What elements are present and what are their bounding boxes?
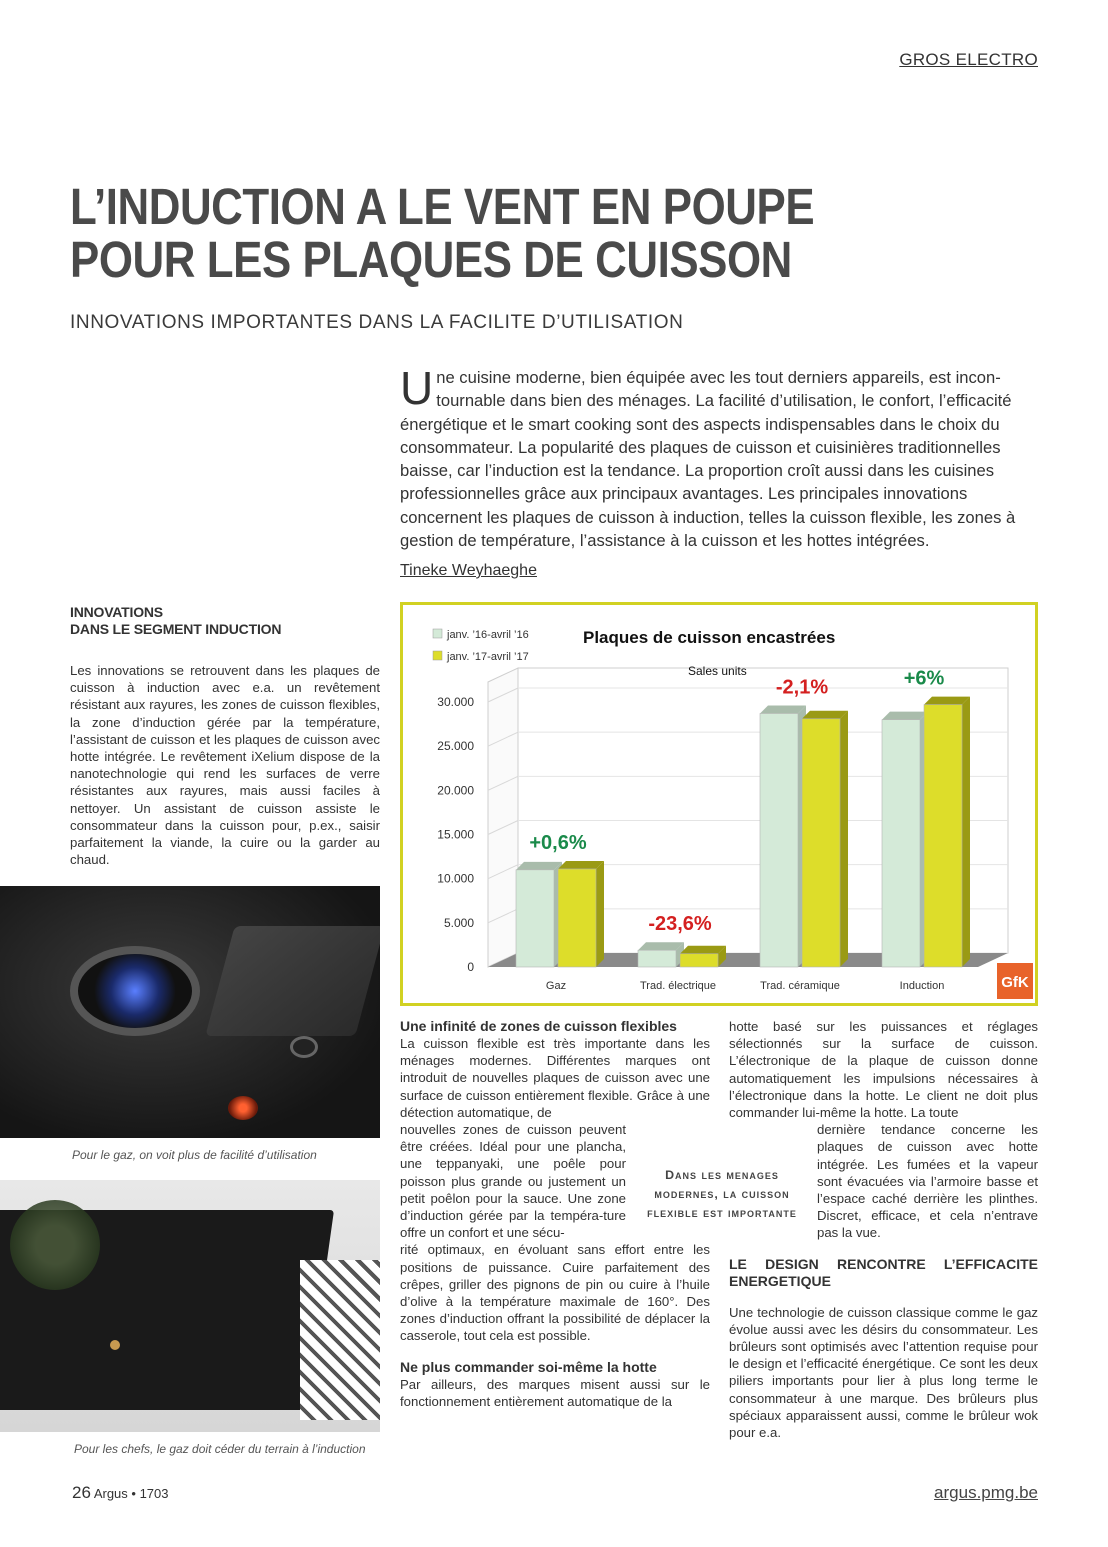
x-tick-label: Induction	[899, 980, 945, 992]
intro-text: ne cuisine moderne, bien équipée avec les tout derniers appareils, est incon-tournable dans bien des ménages. La facilité d’utilisation, le confort, l’efficacité énergétique et le smart cooking sont des aspects indispensables dans le choix du consommateur. La popularité des plaques de cuisson et cuisinières traditionnelles baisse, car l’induction est la tendance. La proportion croît aussi dans les cuisines professionnelles grâce aux principaux avantages. Les principales innovations concernent les plaques de cuisson à induction, telles la cuisson flexible, les zones à gestion de température, l’assistance à la cuisson et les hottes intégrées.	[400, 368, 1016, 551]
gas-burner-photo	[0, 886, 380, 1138]
y-tick-label: 30.000	[437, 695, 474, 709]
magazine-issue: Argus • 1703	[93, 1486, 169, 1501]
photo-plate	[205, 926, 380, 1036]
title-line-2: POUR LES PLAQUES DE CUISSON	[70, 231, 792, 288]
pull-quote: Dans les menages modernes, la cuisson flexible est importante	[647, 1168, 797, 1220]
change-label: -2,1%	[775, 676, 829, 699]
chart-units: Sales units	[688, 664, 747, 678]
sidebar-column	[70, 604, 380, 868]
website-link[interactable]: argus.pmg.be	[934, 1483, 1038, 1502]
col3-para-1a: hotte basé sur les puissances et réglages sélectionnés sur la surface de cuisson. L’électronique de la plaque de cuisson donne automatiquement les impulsions nécessaires à l’électronique dans la hotte. Le client ne doit plus commander lui-même la hotte. La toute	[729, 1019, 1038, 1121]
legend-label-1: janv. ’17-avril ’17	[447, 651, 529, 663]
sidebar-heading-line-1: INNOVATIONS	[70, 604, 163, 620]
bar-top	[516, 862, 562, 870]
change-label: -23,6%	[648, 913, 712, 936]
author-byline: Tineke Weyhaeghe	[400, 562, 537, 579]
bar-top	[924, 697, 970, 705]
bar-1-0	[638, 950, 676, 967]
section-tag: GROS ELECTRO	[899, 50, 1038, 69]
bar-side	[840, 711, 848, 967]
col2-para-2: Par ailleurs, des marques misent aussi sur le fonctionnement entièrement automatique de la	[400, 1376, 710, 1409]
col3-para-2: Une technologie de cuisson classique comme le gaz évolue aussi avec les désirs du consommateur. Les brûleurs sont optimisés avec l’attention requise pour le design et l’efficacité énergétique. Ce sont les deux piliers importants pour lier à plus long terme le consommateur à une marque. Des brûleurs plus spéciaux apparaissent aussi, comme le brûleur wok pour e.a.	[729, 1304, 1038, 1441]
bar-top	[760, 705, 806, 713]
col2-para-1c: rité optimaux, en évoluant sans effort entre les positions de puissance. Cuire parfaitement des crêpes, griller des pignons de pin ou cuire à l’huile d’olive à la température maximale de 160°. Des zones d’induction offrant la possibilité de déplacer la casserole, tout cela est possible.	[400, 1242, 710, 1344]
sidebar-text: Les innovations se retrouvent dans les plaques de cuisson à induction avec e.a. un revêtement résistant aux rayures, les zones de cuisson flexibles, la zone d’induction gérée par la température, l’assistant de cuisson et les plaques de cuisson avec hotte intégrée. Le revêtement iXelium dispose de la nanotechnologie qui rend les surfaces de verre résistantes aux rayures, mais aussi faciles à nettoyer. Un assistant de cuisson assiste le consommateur dans la cuisson pour, p.ex., saisir parfaitement la viande, la cuire ou la garder au chaud.	[70, 663, 380, 868]
bar-top	[638, 942, 684, 950]
col2-para-1a: La cuisson flexible est très importante dans les ménages modernes. Différentes marques ont introduit de nouvelles plaques de cuisson avec une surface de cuisson entièrement flexible. Grâce à une détection automatique, de	[400, 1036, 710, 1120]
sidebar-heading	[70, 604, 380, 638]
col3-para-1b: dernière tendance concerne les plaques de cuisson avec hotte intégrée. Les fumées et la vapeur sont évacuées via l’armoire basse et l’espace caché derrière les plinthes. Discret, efficace, et cela n’entrave pas la vue.	[817, 1122, 1038, 1241]
col2-heading-2: Ne plus commander soi-même la hotte	[400, 1358, 657, 1375]
bar-top	[802, 711, 848, 719]
photo-knob	[290, 1036, 318, 1058]
article-title	[70, 180, 844, 286]
article-subtitle: INNOVATIONS IMPORTANTES DANS LA FACILITE D’UTILISATION	[70, 312, 684, 333]
chart-svg	[403, 605, 1035, 1003]
photo-burner	[70, 946, 200, 1036]
bar-1-1	[680, 954, 718, 967]
y-tick-label: 15.000	[437, 827, 474, 842]
chart-side-wall	[488, 668, 518, 967]
legend-label-0: janv. ’16-avril ’16	[447, 629, 529, 641]
col2-heading-1: Une infinité de zones de cuisson flexibles	[400, 1018, 677, 1034]
bar-0-1	[558, 869, 596, 967]
chart-title: Plaques de cuisson encastrées	[583, 628, 836, 647]
drop-cap: U	[400, 362, 434, 414]
bar-top	[680, 946, 726, 954]
gfk-logo-text: GfK	[1001, 974, 1029, 991]
text-column-3	[729, 1018, 1038, 1441]
bar-side	[962, 697, 970, 967]
bar-2-0	[760, 713, 798, 967]
photo-herbs	[10, 1200, 100, 1290]
bar-3-1	[924, 705, 962, 967]
intro-paragraph	[400, 362, 1037, 552]
title-line-1: L’INDUCTION A LE VENT EN POUPE	[70, 178, 815, 235]
col2-para-1b: nouvelles zones de cuisson peuvent être créées. Idéal pour une plancha, une teppanyaki, une poêle pour poisson plus grande ou justement un petit poêlon pour la sauce. Une zone d’induction gérée par la tempéra-ture offre un confort et une sécu-	[400, 1122, 626, 1241]
bar-0-0	[516, 870, 554, 967]
bar-2-1	[802, 719, 840, 967]
bar-chart	[400, 602, 1038, 1006]
x-tick-label: Gaz	[545, 980, 567, 992]
photo-dot	[110, 1340, 120, 1350]
y-tick-label: 20.000	[437, 783, 474, 798]
legend-swatch-0	[433, 629, 442, 638]
y-tick-label: 25.000	[437, 739, 474, 754]
y-tick-label: 5.000	[443, 915, 474, 930]
photo-caption-2: Pour les chefs, le gaz doit céder du terrain à l’induction	[74, 1442, 366, 1456]
bar-side	[596, 861, 604, 967]
x-tick-label: Trad. électrique	[639, 980, 717, 992]
legend-swatch-1	[433, 651, 442, 660]
bar-top	[558, 861, 604, 869]
photo-cloth	[300, 1260, 380, 1420]
y-tick-label: 0	[467, 960, 474, 974]
page-footer	[72, 1483, 168, 1503]
bar-top	[882, 712, 928, 720]
induction-hob-photo	[0, 1180, 380, 1432]
bar-3-0	[882, 720, 920, 967]
y-tick-label: 10.000	[437, 871, 474, 886]
photo-caption-1: Pour le gaz, on voit plus de facilité d’utilisation	[72, 1148, 317, 1162]
change-label: +0,6%	[529, 831, 587, 854]
x-tick-label: Trad. céramique	[760, 980, 840, 992]
col3-heading: LE DESIGN RENCONTRE L’EFFICACITE ENERGETIQUE	[729, 1255, 1038, 1289]
change-label: +6%	[903, 667, 945, 690]
photo-glow	[228, 1096, 258, 1120]
page-number: 26	[72, 1483, 91, 1502]
sidebar-heading-line-2: DANS LE SEGMENT INDUCTION	[70, 621, 282, 637]
